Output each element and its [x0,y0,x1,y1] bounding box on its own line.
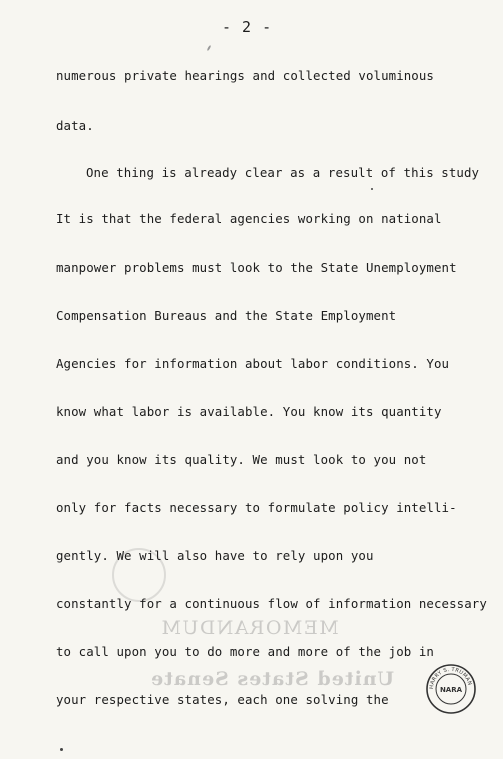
bleed-through-senate: United States Senate [150,668,395,690]
text-line-3: One thing is already clear as a result of this study [86,165,480,180]
text-line-14: your respective states, each one solving the [56,692,389,707]
text-line-9: and you know its quality. We must look to you not [56,452,427,467]
text-line-13: to call upon you to do more and more of the job in [56,644,434,659]
text-line-1: numerous private hearings and collected voluminous [56,68,434,83]
text-line-11: gently. We will also have to rely upon you [56,548,374,563]
seal-ring-text: HARRY S. TRUMAN [428,666,473,690]
speck [371,188,373,190]
text-line-6: Compensation Bureaus and the State Employment [56,308,397,323]
text-line-12: constantly for a continuous flow of information necessary [56,596,487,611]
truman-library-seal [425,663,477,715]
text-line-2: data. [56,118,94,133]
bleed-through-memorandum: MEMORANDUM [160,617,339,639]
text-line-4: It is that the federal agencies working on national [56,211,442,226]
text-line-8: know what labor is available. You know its quantity [56,404,442,419]
text-line-5: manpower problems must look to the State Unemployment [56,260,457,275]
seal-center-text: NARA [439,686,463,694]
speck [60,748,63,751]
speck [207,45,212,51]
page-number: - 2 - [222,18,273,36]
text-line-7: Agencies for information about labor conditions. You [56,356,450,371]
text-line-10: only for facts necessary to formulate policy intelli- [56,500,457,515]
